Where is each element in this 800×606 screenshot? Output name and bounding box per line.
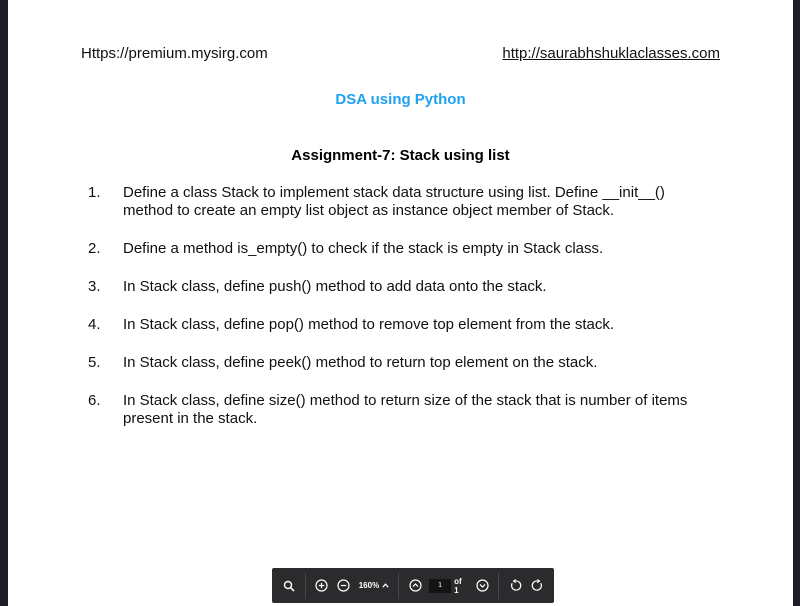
task-text: Define a class Stack to implement stack data structure using list. Define __init__() method to create an empty list object as instance object member of Stack. — [123, 184, 665, 219]
search-button[interactable] — [278, 575, 300, 597]
page-total: of 1 — [454, 576, 462, 595]
zoom-out-button[interactable] — [333, 575, 355, 597]
task-text: In Stack class, define pop() method to remove top element from the stack. — [123, 316, 615, 333]
zoom-in-button[interactable] — [311, 575, 333, 597]
toolbar-divider — [498, 573, 499, 599]
list-item — [88, 184, 688, 220]
list-item — [88, 354, 688, 372]
assignment-title: Assignment-7: Stack using list — [291, 147, 510, 164]
task-text: In Stack class, define size() method to return size of the stack that is number of items present in the stack. — [123, 392, 688, 427]
task-number: 3. — [88, 278, 101, 295]
rotate-left-icon — [509, 579, 522, 592]
header-right-link[interactable]: http://saurabhshuklaclasses.com — [502, 45, 720, 62]
task-number: 5. — [88, 354, 101, 371]
chevron-up-icon — [382, 583, 389, 588]
viewer-toolbar — [272, 568, 554, 603]
document-title: DSA using Python — [335, 91, 466, 108]
zoom-out-icon — [337, 579, 350, 592]
task-number: 6. — [88, 392, 101, 409]
list-item — [88, 392, 688, 428]
toolbar-divider — [398, 573, 399, 599]
header-left-text: Https://premium.mysirg.com — [81, 45, 268, 62]
task-number: 4. — [88, 316, 101, 333]
previous-page-button[interactable] — [404, 575, 426, 597]
page-number-input[interactable] — [429, 579, 451, 593]
task-number: 2. — [88, 240, 101, 257]
zoom-dropdown[interactable] — [355, 576, 393, 596]
next-page-button[interactable] — [471, 575, 493, 597]
list-item — [88, 240, 688, 258]
task-text: In Stack class, define peek() method to return top element on the stack. — [123, 354, 598, 371]
page-up-icon — [409, 579, 422, 592]
search-icon — [283, 580, 295, 592]
list-item — [88, 316, 688, 334]
zoom-level: 160% — [358, 581, 380, 590]
rotate-right-button[interactable] — [526, 575, 548, 597]
rotate-left-button[interactable] — [504, 575, 526, 597]
task-text: In Stack class, define push() method to add data onto the stack. — [123, 278, 547, 295]
list-item — [88, 278, 688, 296]
page-down-icon — [476, 579, 489, 592]
toolbar-divider — [305, 573, 306, 599]
document-page — [8, 0, 793, 606]
zoom-in-icon — [315, 579, 328, 592]
task-number: 1. — [88, 184, 101, 201]
rotate-right-icon — [531, 579, 544, 592]
task-text: Define a method is_empty() to check if the stack is empty in Stack class. — [123, 240, 604, 257]
task-list — [88, 184, 688, 448]
